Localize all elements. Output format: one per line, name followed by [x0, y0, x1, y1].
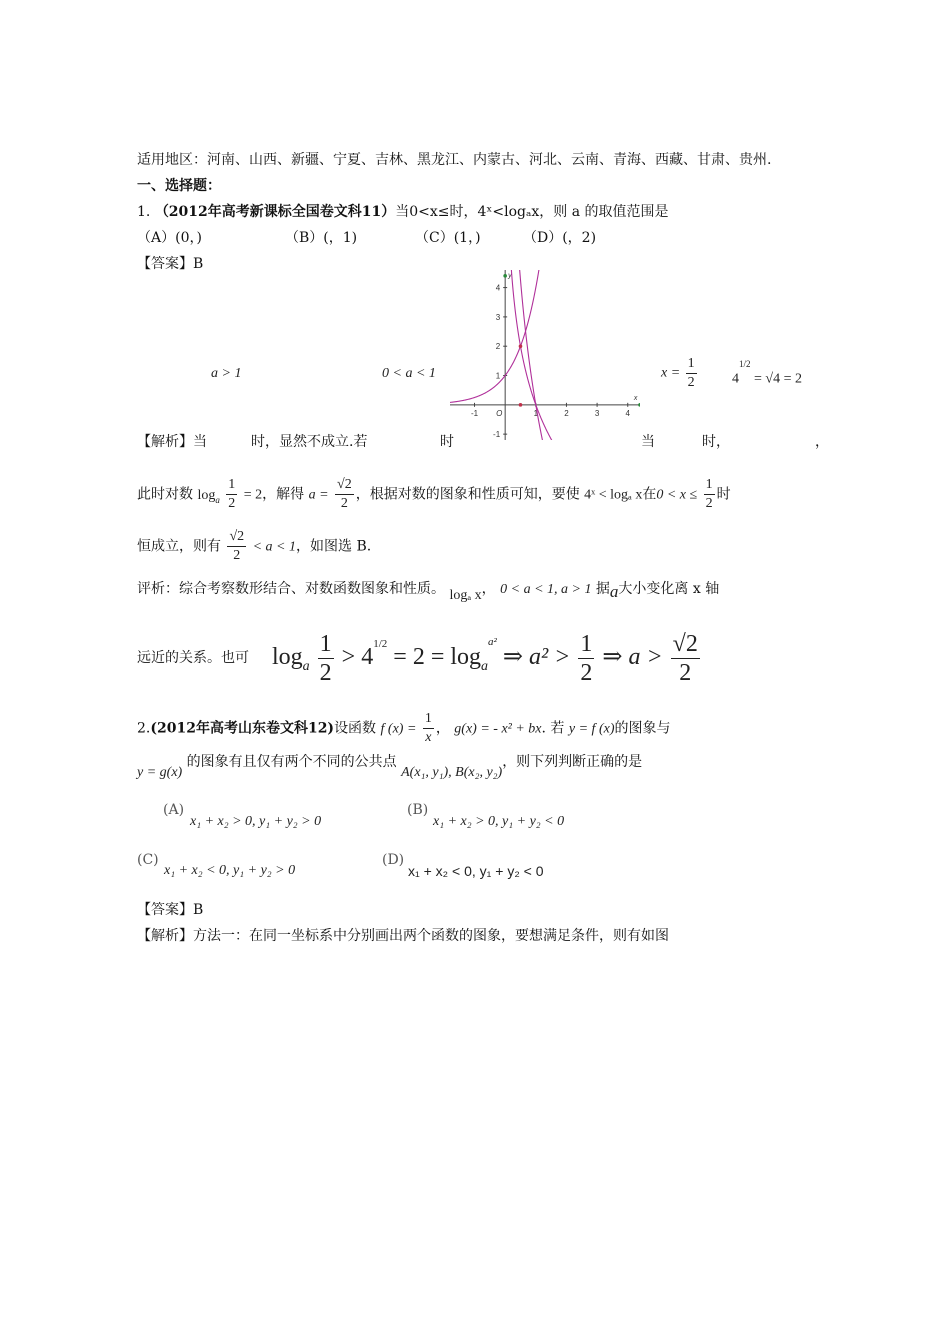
q1-answer: 【答案】B	[137, 256, 204, 272]
q2-stem-line2: y = g(x) 的图象有且仅有两个不同的公共点 A(x₁, y₁), B(x₂, y₂)，则下列判断正确的是	[137, 754, 643, 780]
q1-option-a: （A）(0，)	[137, 230, 202, 246]
graph-point	[638, 403, 640, 407]
fraction: $\frac{1}{2}$	[228, 477, 236, 511]
q2-option-a-label: (A)	[163, 802, 185, 818]
q1-source: （2012年高考新课标全国卷文科11）	[154, 204, 396, 220]
y-axis-label: y	[508, 272, 512, 280]
q1-stem-text: 当0<x≤时，4ˣ<logₐx，则 a 的取值范围是	[395, 204, 669, 220]
q1-big-formula: $\log_a$ $\frac{1}{2}$ > $4^{1/2} = 2 = \log_a^{a^2}$ ⇒ a² > $\frac{1}{2}$ ⇒ a > $\frac{√2}{2}$	[272, 631, 698, 686]
q1-options	[137, 228, 596, 248]
q1-analysis-line3: 恒成立，则有 $\frac{√2}{2}$ < a < 1，如图选 B.	[137, 529, 372, 563]
q2-option-c-label: (C)	[137, 852, 159, 868]
graph-points	[503, 274, 640, 407]
q1-analysis-t1: 时，显然不成立.若	[251, 434, 368, 450]
x-tick-label: 3	[594, 408, 600, 418]
q2-option-c: x₁ + x₂ < 0, y₁ + y₂ > 0	[164, 863, 296, 878]
q1-analysis-t2: 时	[440, 434, 454, 450]
q1-far-near: 远近的关系。也可	[137, 650, 249, 666]
q2-stem: 2.(2012年高考山东卷文科12)设函数 f (x) = $\frac{1}{x}$ ， g(x) = - x² + bx. 若 y = f (x)的图象与	[137, 711, 671, 745]
q1-analysis-label: 【解析】当	[137, 434, 207, 450]
fraction: $\frac{1}{2}$	[319, 631, 332, 686]
q1-float-a-range: 0 < a < 1	[382, 366, 436, 381]
section-title: 一、选择题：	[137, 178, 221, 194]
graph-point	[519, 403, 523, 407]
q1-option-b: （B）(，1)	[285, 230, 358, 246]
graph-point	[503, 274, 507, 278]
regions-line: 适用地区：河南、山西、新疆、宁夏、吉林、黑龙江、内蒙古、河北、云南、青海、西藏、甘肃、贵州.	[137, 152, 772, 168]
q1-float-x-half: x = $\frac{1}{2}$	[661, 356, 695, 390]
q1-option-c: （C）(1，)	[415, 230, 481, 246]
fraction: $\frac{√2}{2}$	[672, 631, 698, 686]
q2-option-b: x₁ + x₂ > 0, y₁ + y₂ < 0	[433, 814, 565, 829]
x-tick-label: 2	[564, 408, 569, 418]
q2-analysis: 【解析】方法一：在同一坐标系中分别画出两个函数的图象，要想满足条件，则有如图	[137, 928, 669, 944]
q1-analysis-t4: 时，	[702, 434, 730, 450]
q2-option-a: x₁ + x₂ > 0, y₁ + y₂ > 0	[190, 814, 322, 829]
fraction: $\frac{1}{x}$	[424, 711, 432, 745]
q1-analysis-t3: 当	[641, 434, 655, 450]
q1-option-d: （D）(，2)	[523, 230, 597, 246]
q2-option-b-label: (B)	[407, 802, 429, 818]
axis-ticks	[471, 272, 638, 439]
q2-answer: 【答案】B	[137, 902, 204, 918]
y-tick-label: 3	[495, 312, 501, 322]
q1-stem	[137, 202, 669, 222]
y-tick-label: -1	[493, 430, 501, 440]
q1-number: 1.	[137, 204, 151, 220]
q2-option-d: x₁ + x₂ < 0, y₁ + y₂ < 0	[408, 863, 544, 879]
fraction: $\frac{1}{2}$	[580, 631, 593, 686]
fraction: $\frac{1}{2}$	[705, 477, 713, 511]
fraction: $\frac{1}{2}$	[687, 356, 695, 390]
y-tick-label: 4	[495, 283, 501, 293]
q1-review: 评析：综合考察数形结合、对数函数图象和性质。 logₐ x， 0 < a < 1, a > 1 据a大小变化离 x 轴	[137, 581, 720, 603]
q1-graph	[450, 270, 640, 440]
fraction: $\frac{√2}{2}$	[229, 529, 245, 563]
x-tick-label: 1	[533, 408, 539, 418]
y-tick-label: 2	[495, 342, 501, 352]
x-tick-label: 4	[625, 408, 630, 418]
graph-point	[519, 344, 523, 348]
q1-analysis-t5: ，	[815, 434, 829, 450]
log-expression: $\log_a$	[197, 487, 220, 505]
q1-float-a-gt-1: a > 1	[211, 366, 242, 381]
x-tick-label: -1	[470, 408, 479, 418]
q1-analysis-line2: 此时对数 $\log_a$ $\frac{1}{2}$ = 2，解得 a = $\frac{√2}{2}$ ，根据对数的图象和性质可知，要使 4ˣ < logₐ x在0 < x ≤ $\frac{1}{2}$ 时	[137, 477, 731, 511]
q1-float-four-power: $4^{1/2} = √4 = 2$	[732, 359, 802, 387]
origin-label: O	[496, 408, 503, 418]
x-axis-label: x	[633, 394, 638, 402]
fraction: $\frac{√2}{2}$	[337, 477, 352, 511]
q2-option-d-label: (D)	[382, 852, 405, 868]
y-tick-label: 1	[495, 371, 501, 381]
